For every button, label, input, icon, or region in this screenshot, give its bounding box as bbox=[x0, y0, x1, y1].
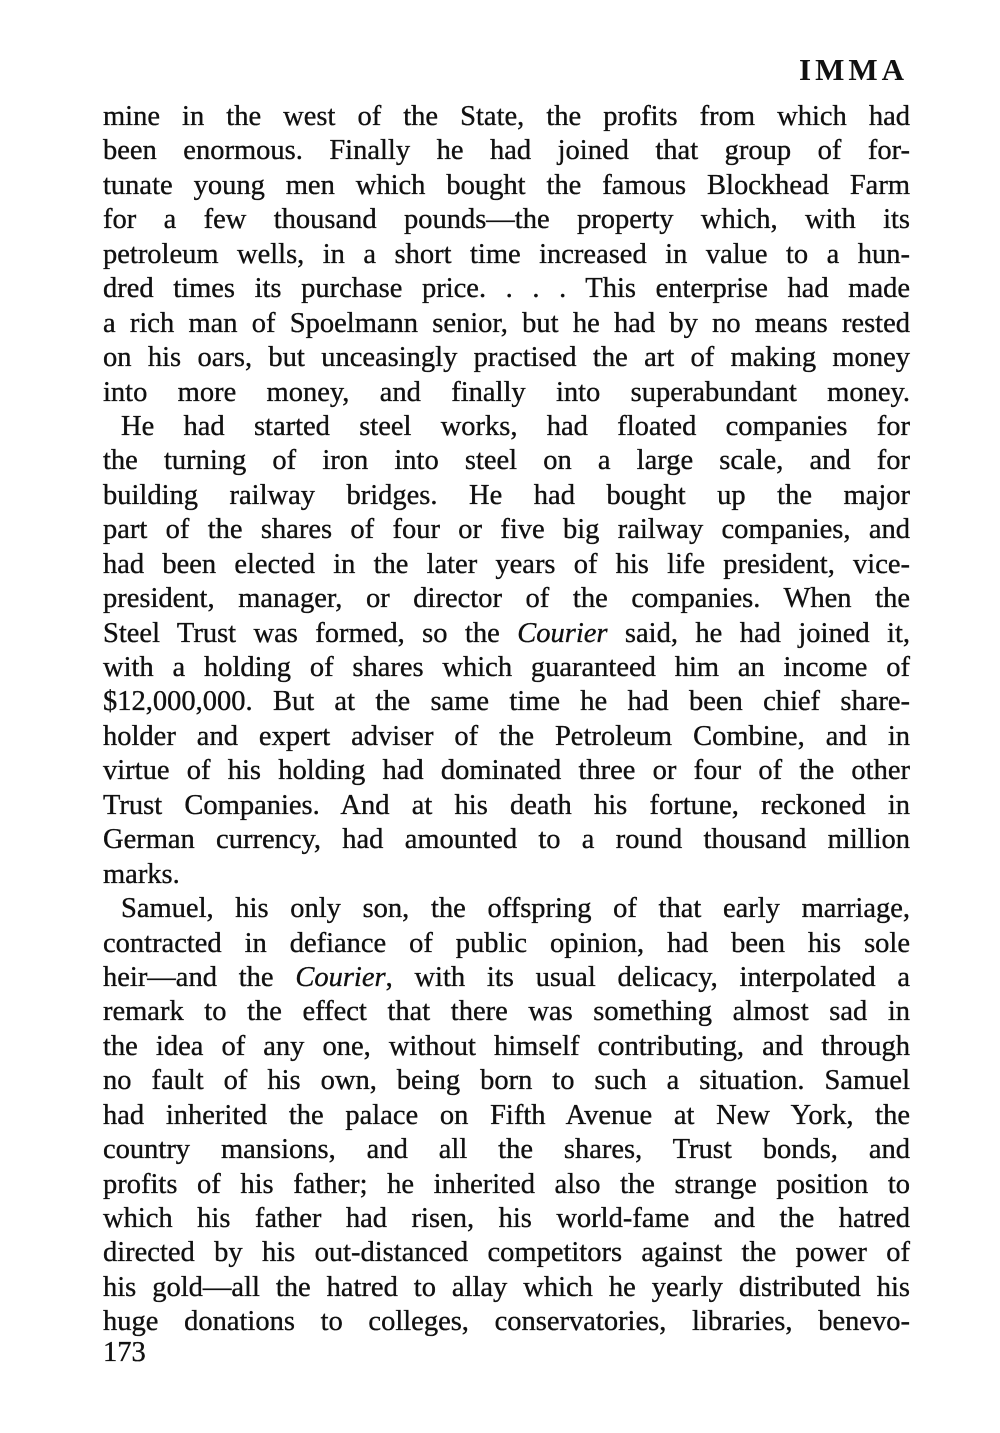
text-line bbox=[103, 1099, 910, 1133]
italic-text: Courier bbox=[517, 617, 608, 649]
text-line bbox=[103, 134, 910, 168]
running-head: IMMA bbox=[799, 52, 908, 87]
text-span: Steel Trust was formed, so the bbox=[103, 617, 518, 649]
text-span: no fault of his own, being born to such a situation. Samuel bbox=[103, 1065, 910, 1097]
text-span: mine in the west of the State, the profits from which had bbox=[103, 101, 910, 132]
text-span: building railway bridges. He had bought up the major bbox=[103, 479, 910, 511]
text-span: the idea of any one, without himself contributing, and through bbox=[103, 1030, 910, 1062]
text-line bbox=[103, 617, 910, 651]
text-span: country mansions, and all the shares, Trust bonds, and bbox=[103, 1134, 910, 1166]
text-line bbox=[103, 548, 910, 582]
text-span: heir—and the bbox=[103, 961, 296, 993]
text-line bbox=[103, 995, 910, 1029]
text-span: directed by his out-distanced competitors against the power of bbox=[103, 1237, 910, 1269]
text-line bbox=[103, 1236, 910, 1270]
text-span: had inherited the palace on Fifth Avenue at New York, the bbox=[103, 1099, 910, 1131]
text-line bbox=[103, 410, 910, 444]
text-span: had been elected in the later years of his life president, vice- bbox=[103, 548, 910, 580]
text-line bbox=[103, 1030, 910, 1064]
text-line bbox=[103, 169, 910, 203]
text-line bbox=[103, 927, 910, 961]
text-span: been enormous. Finally he had joined that group of for- bbox=[103, 135, 910, 167]
text-span: He had started steel works, had floated companies for bbox=[121, 410, 910, 442]
text-span: into more money, and finally into superabundant money. bbox=[103, 376, 910, 408]
body-text bbox=[103, 100, 910, 1340]
text-span: , with its usual delicacy, interpolated a bbox=[385, 961, 910, 993]
text-span: Samuel, his only son, the offspring of that early marriage, bbox=[121, 893, 910, 925]
text-line bbox=[103, 1168, 910, 1202]
text-span: marks. bbox=[103, 858, 180, 890]
text-span: said, he had joined it, bbox=[607, 617, 910, 649]
text-span: on his oars, but unceasingly practised the art of making money bbox=[103, 342, 910, 374]
text-span: tunate young men which bought the famous Blockhead Farm bbox=[103, 169, 910, 201]
text-span: which his father had risen, his world-fame and the hatred bbox=[103, 1203, 910, 1234]
text-span: part of the shares of four or five big railway companies, and bbox=[103, 514, 910, 546]
text-line bbox=[103, 1305, 910, 1339]
text-line bbox=[103, 100, 910, 134]
text-span: president, manager, or director of the companies. When the bbox=[103, 583, 910, 615]
text-line bbox=[103, 789, 910, 823]
text-span: the turning of iron into steel on a large scale, and for bbox=[103, 445, 910, 477]
text-line bbox=[103, 376, 910, 410]
text-span: German currency, had amounted to a round thousand million bbox=[103, 824, 910, 856]
text-span: huge donations to colleges, conservatories, libraries, benevo- bbox=[103, 1306, 910, 1338]
text-span: his gold—all the hatred to allay which he yearly distributed his bbox=[103, 1271, 910, 1303]
text-line bbox=[103, 238, 910, 272]
text-line bbox=[103, 203, 910, 237]
text-line bbox=[103, 651, 910, 685]
text-line bbox=[103, 720, 910, 754]
text-span: profits of his father; he inherited also the strange position to bbox=[103, 1168, 910, 1200]
text-span: petroleum wells, in a short time increased in value to a hun- bbox=[103, 238, 910, 270]
text-span: for a few thousand pounds—the property which, with its bbox=[103, 204, 910, 236]
text-line bbox=[103, 892, 910, 926]
text-line bbox=[103, 685, 910, 719]
text-span: virtue of his holding had dominated three or four of the other bbox=[103, 755, 910, 787]
text-line bbox=[103, 1202, 910, 1236]
text-line bbox=[103, 1133, 910, 1167]
text-span: contracted in defiance of public opinion, had been his sole bbox=[103, 927, 910, 959]
text-span: holder and expert adviser of the Petroleum Combine, and in bbox=[103, 720, 910, 752]
text-line bbox=[103, 513, 910, 547]
text-line bbox=[103, 444, 910, 478]
text-line bbox=[103, 272, 910, 306]
text-line bbox=[103, 1064, 910, 1098]
text-span: Trust Companies. And at his death his fortune, reckoned in bbox=[103, 789, 910, 821]
text-line bbox=[103, 754, 910, 788]
text-span: dred times its purchase price. . . . This enterprise had made bbox=[103, 273, 910, 305]
text-line bbox=[103, 961, 910, 995]
text-span: a rich man of Spoelmann senior, but he had by no means rested bbox=[103, 307, 910, 339]
text-span: $12,000,000. But at the same time he had been chief share- bbox=[103, 686, 910, 718]
text-span: with a holding of shares which guaranteed him an income of bbox=[103, 652, 910, 683]
text-line bbox=[103, 858, 910, 892]
text-line bbox=[103, 582, 910, 616]
text-line bbox=[103, 479, 910, 513]
text-line bbox=[103, 823, 910, 857]
text-line bbox=[103, 1271, 910, 1305]
italic-text: Courier bbox=[295, 961, 386, 993]
text-span: remark to the effect that there was something almost sad in bbox=[103, 996, 910, 1028]
text-line bbox=[103, 307, 910, 341]
page-number: 173 bbox=[103, 1337, 146, 1368]
text-line bbox=[103, 341, 910, 375]
